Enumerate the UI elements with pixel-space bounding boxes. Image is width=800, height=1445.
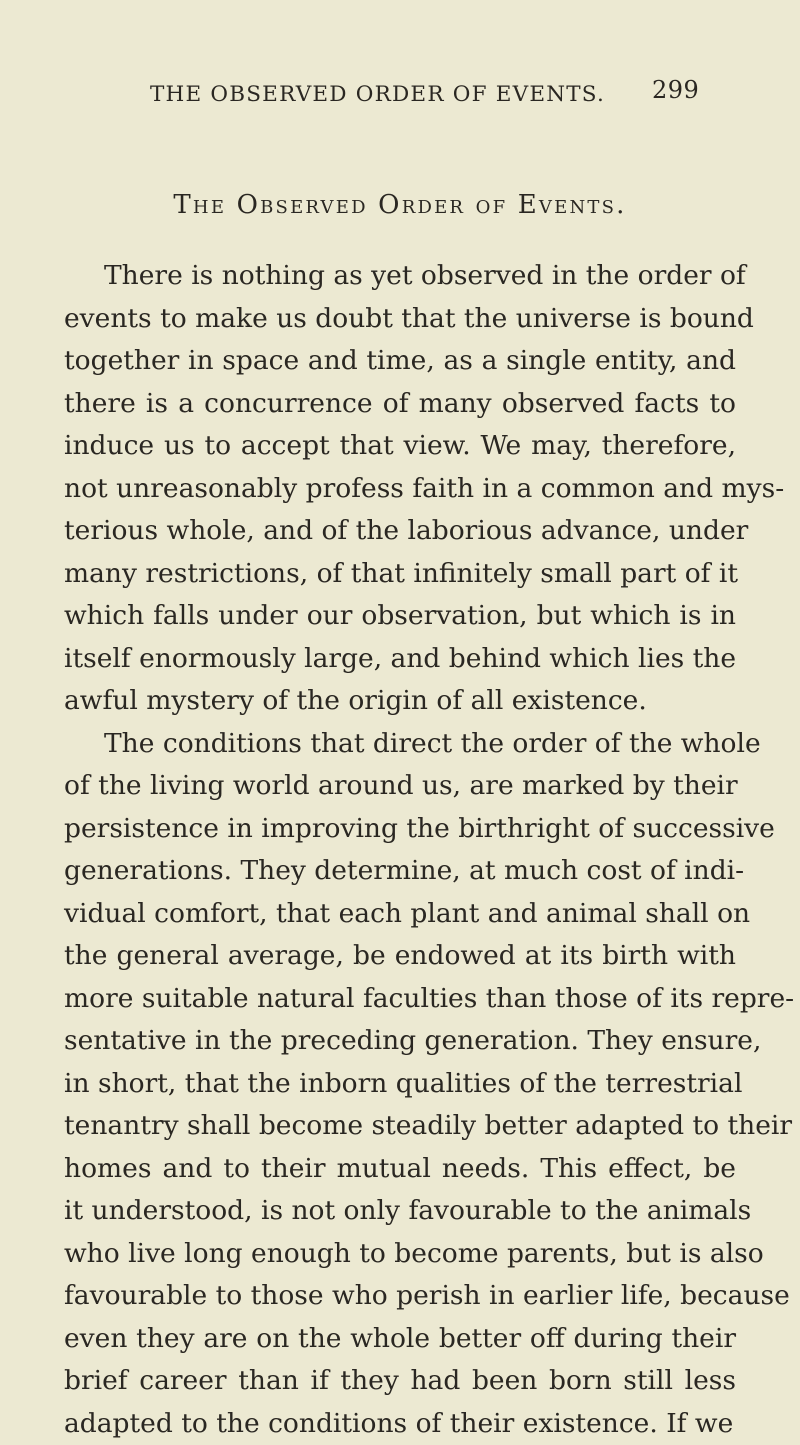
text-line: itself enormously large, and behind which lies the <box>64 638 736 681</box>
text-line: even they are on the whole better off during their <box>64 1318 736 1361</box>
text-line: events to make us doubt that the universe is bound <box>64 298 736 341</box>
body-text <box>64 255 736 1445</box>
page-number: 299 <box>652 76 699 104</box>
section-title: The Observed Order of Events. <box>0 190 800 220</box>
text-line: persistence in improving the birthright of successive <box>64 808 736 851</box>
text-line: There is nothing as yet observed in the order of <box>64 255 736 298</box>
text-line: in short, that the inborn qualities of the terrestrial <box>64 1063 736 1106</box>
text-line: vidual comfort, that each plant and animal shall on <box>64 893 736 936</box>
running-title: THE OBSERVED ORDER OF EVENTS. <box>150 82 610 107</box>
text-line: there is a concurrence of many observed facts to <box>64 383 736 426</box>
text-line: not unreasonably profess faith in a common and mys- <box>64 468 736 511</box>
text-line: terious whole, and of the laborious advance, under <box>64 510 736 553</box>
text-line: it understood, is not only favourable to the animals <box>64 1190 736 1233</box>
text-line: which falls under our observation, but which is in <box>64 595 736 638</box>
text-line: generations. They determine, at much cost of indi- <box>64 850 736 893</box>
text-line: who live long enough to become parents, but is also <box>64 1233 736 1276</box>
text-line: favourable to those who perish in earlier life, because <box>64 1275 736 1318</box>
text-line: of the living world around us, are marked by their <box>64 765 736 808</box>
text-line: together in space and time, as a single entity, and <box>64 340 736 383</box>
text-line: awful mystery of the origin of all existence. <box>64 680 736 723</box>
text-line: more suitable natural faculties than those of its repre- <box>64 978 736 1021</box>
text-line: adapted to the conditions of their existence. If we <box>64 1403 736 1445</box>
text-line: The conditions that direct the order of the whole <box>64 723 736 766</box>
text-line: tenantry shall become steadily better adapted to their <box>64 1105 736 1148</box>
running-head <box>0 82 800 112</box>
text-line: sentative in the preceding generation. They ensure, <box>64 1020 736 1063</box>
text-line: many restrictions, of that infinitely small part of it <box>64 553 736 596</box>
text-line: homes and to their mutual needs. This effect, be <box>64 1148 736 1191</box>
text-line: brief career than if they had been born still less <box>64 1360 736 1403</box>
text-line: induce us to accept that view. We may, therefore, <box>64 425 736 468</box>
text-line: the general average, be endowed at its birth with <box>64 935 736 978</box>
